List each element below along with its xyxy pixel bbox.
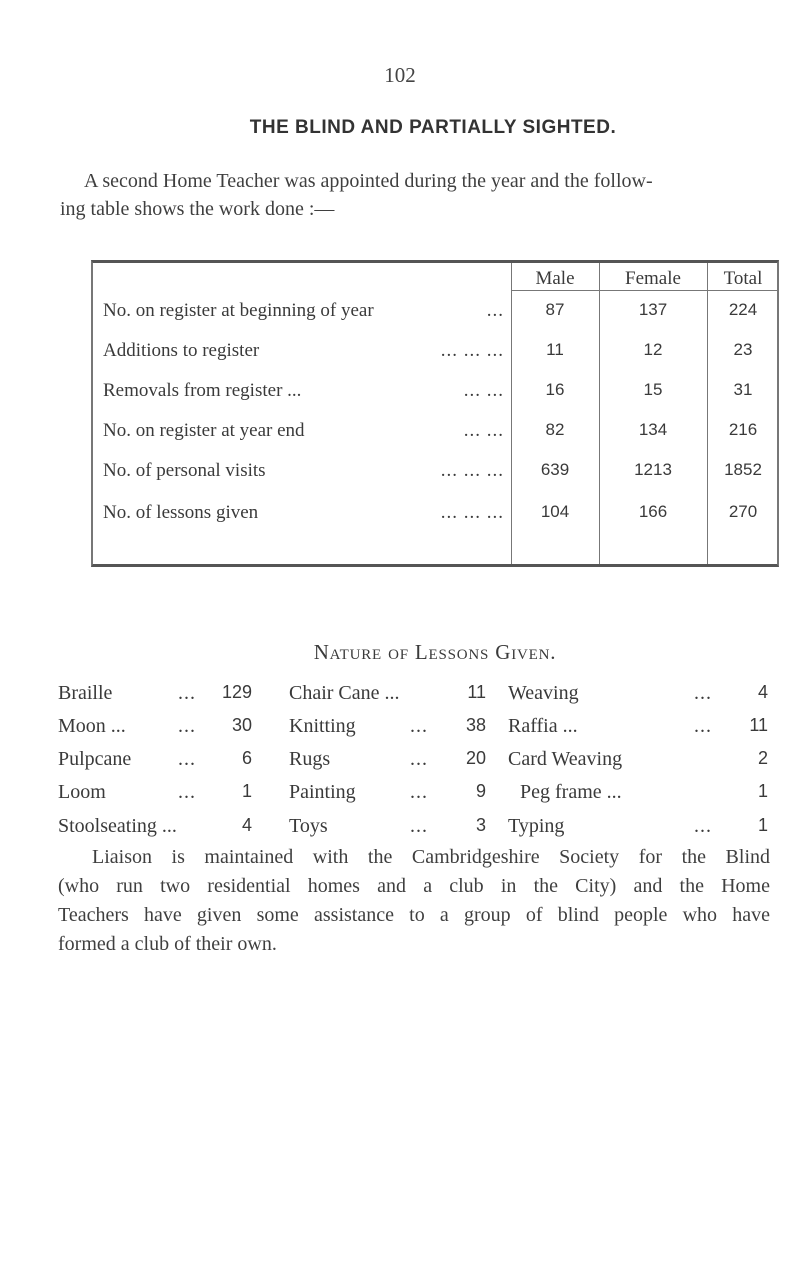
lesson-name: Toys bbox=[289, 815, 328, 837]
lesson-count: 38 bbox=[465, 715, 486, 735]
lesson-name: Knitting bbox=[289, 715, 356, 737]
lesson-leader: ... bbox=[178, 748, 196, 770]
cell-female: 166 bbox=[638, 502, 668, 521]
lesson-leader: ... bbox=[410, 781, 428, 803]
table-row bbox=[93, 502, 777, 530]
lesson-name: Peg frame ... bbox=[520, 781, 622, 803]
lesson-leader: ... bbox=[410, 715, 428, 737]
row-label: Removals from register ... bbox=[103, 380, 302, 401]
lesson-leader: ... bbox=[410, 815, 428, 837]
cell-total: 216 bbox=[728, 420, 758, 439]
cell-female: 137 bbox=[638, 300, 668, 319]
lesson-leader: ... bbox=[178, 715, 196, 737]
table-row bbox=[93, 380, 777, 408]
intro-paragraph bbox=[60, 167, 770, 223]
row-label: No. on register at beginning of year bbox=[103, 300, 374, 321]
paragraph-line-1: Liaison is maintained with the Cambridgeshire Society for the Blind bbox=[92, 846, 770, 868]
lesson-count: 1 bbox=[241, 781, 252, 801]
lesson-count: 1 bbox=[757, 815, 768, 835]
lesson-count: 129 bbox=[221, 682, 252, 702]
table-row bbox=[93, 420, 777, 448]
lesson-name: Stoolseating ... bbox=[58, 815, 177, 837]
cell-total: 270 bbox=[728, 502, 758, 521]
lesson-count: 11 bbox=[749, 715, 768, 735]
row-label: No. of lessons given bbox=[103, 502, 259, 523]
lesson-count: 9 bbox=[475, 781, 486, 801]
closing-paragraph bbox=[58, 843, 770, 959]
paragraph-line-4: formed a club of their own. bbox=[58, 933, 277, 955]
lesson-leader: ... bbox=[694, 815, 712, 837]
cell-male: 11 bbox=[546, 340, 564, 359]
cell-male: 16 bbox=[545, 380, 565, 399]
cell-female: 15 bbox=[643, 380, 663, 399]
lesson-count: 30 bbox=[231, 715, 252, 735]
intro-line-1: A second Home Teacher was appointed during the year and the follow- bbox=[84, 170, 653, 192]
row-label: No. of personal visits bbox=[103, 460, 266, 481]
lesson-count: 11 bbox=[467, 682, 486, 702]
lesson-count: 3 bbox=[475, 815, 486, 835]
lesson-name: Moon ... bbox=[58, 715, 126, 737]
row-label: No. on register at year end bbox=[103, 420, 305, 441]
column-header-total: Total bbox=[723, 268, 763, 289]
lesson-count: 4 bbox=[241, 815, 252, 835]
cell-male: 87 bbox=[545, 300, 565, 319]
table-row bbox=[93, 340, 777, 368]
lesson-row bbox=[0, 781, 800, 809]
lesson-leader: ... bbox=[694, 682, 712, 704]
paragraph-line-2: (who run two residential homes and a club in the City) and the Home bbox=[58, 875, 770, 897]
lesson-leader: ... bbox=[410, 748, 428, 770]
lesson-name: Loom bbox=[58, 781, 106, 803]
lesson-row bbox=[0, 682, 800, 710]
lesson-row bbox=[0, 748, 800, 776]
section-heading: THE BLIND AND PARTIALLY SIGHTED. bbox=[249, 117, 617, 138]
register-table bbox=[91, 260, 779, 567]
cell-male: 82 bbox=[545, 420, 565, 439]
cell-female: 1213 bbox=[634, 460, 672, 479]
row-leader: ... ... bbox=[463, 380, 504, 401]
lesson-name: Painting bbox=[289, 781, 356, 803]
lesson-count: 1 bbox=[757, 781, 768, 801]
column-header-female: Female bbox=[625, 268, 681, 289]
lesson-name: Raffia ... bbox=[508, 715, 578, 737]
lesson-name: Typing bbox=[508, 815, 565, 837]
lesson-count: 2 bbox=[757, 748, 768, 768]
row-leader: ... ... bbox=[463, 420, 504, 441]
lesson-name: Pulpcane bbox=[58, 748, 132, 770]
lesson-row bbox=[0, 715, 800, 743]
header-rule bbox=[511, 290, 777, 291]
lesson-name: Card Weaving bbox=[508, 748, 623, 770]
paragraph-line-3: Teachers have given some assistance to a group of blind people who have bbox=[58, 904, 770, 926]
lesson-name: Chair Cane ... bbox=[289, 682, 400, 704]
cell-male: 104 bbox=[540, 502, 570, 521]
page-number: 102 bbox=[384, 63, 416, 87]
cell-total: 31 bbox=[733, 380, 753, 399]
row-leader: ... ... ... bbox=[440, 340, 504, 361]
row-label: Additions to register bbox=[103, 340, 260, 361]
cell-total: 1852 bbox=[724, 460, 762, 479]
lesson-count: 20 bbox=[465, 748, 486, 768]
lesson-name: Rugs bbox=[289, 748, 331, 770]
cell-male: 639 bbox=[540, 460, 570, 479]
lesson-count: 6 bbox=[241, 748, 252, 768]
lesson-leader: ... bbox=[694, 715, 712, 737]
column-header-male: Male bbox=[535, 268, 575, 289]
table-row bbox=[93, 300, 777, 328]
lessons-title: Nature of Lessons Given. bbox=[313, 640, 557, 664]
lesson-leader: ... bbox=[178, 781, 196, 803]
table-row bbox=[93, 460, 777, 488]
cell-total: 224 bbox=[728, 300, 758, 319]
row-leader: ... ... ... bbox=[440, 502, 504, 523]
intro-line-2: ing table shows the work done :— bbox=[60, 198, 335, 220]
cell-female: 134 bbox=[638, 420, 668, 439]
cell-female: 12 bbox=[643, 340, 663, 359]
lesson-leader: ... bbox=[178, 682, 196, 704]
cell-total: 23 bbox=[733, 340, 753, 359]
lesson-name: Braille bbox=[58, 682, 113, 704]
row-leader: ... bbox=[486, 300, 504, 321]
lesson-count: 4 bbox=[757, 682, 768, 702]
row-leader: ... ... ... bbox=[440, 460, 504, 481]
lesson-name: Weaving bbox=[508, 682, 579, 704]
lesson-row bbox=[0, 815, 800, 843]
